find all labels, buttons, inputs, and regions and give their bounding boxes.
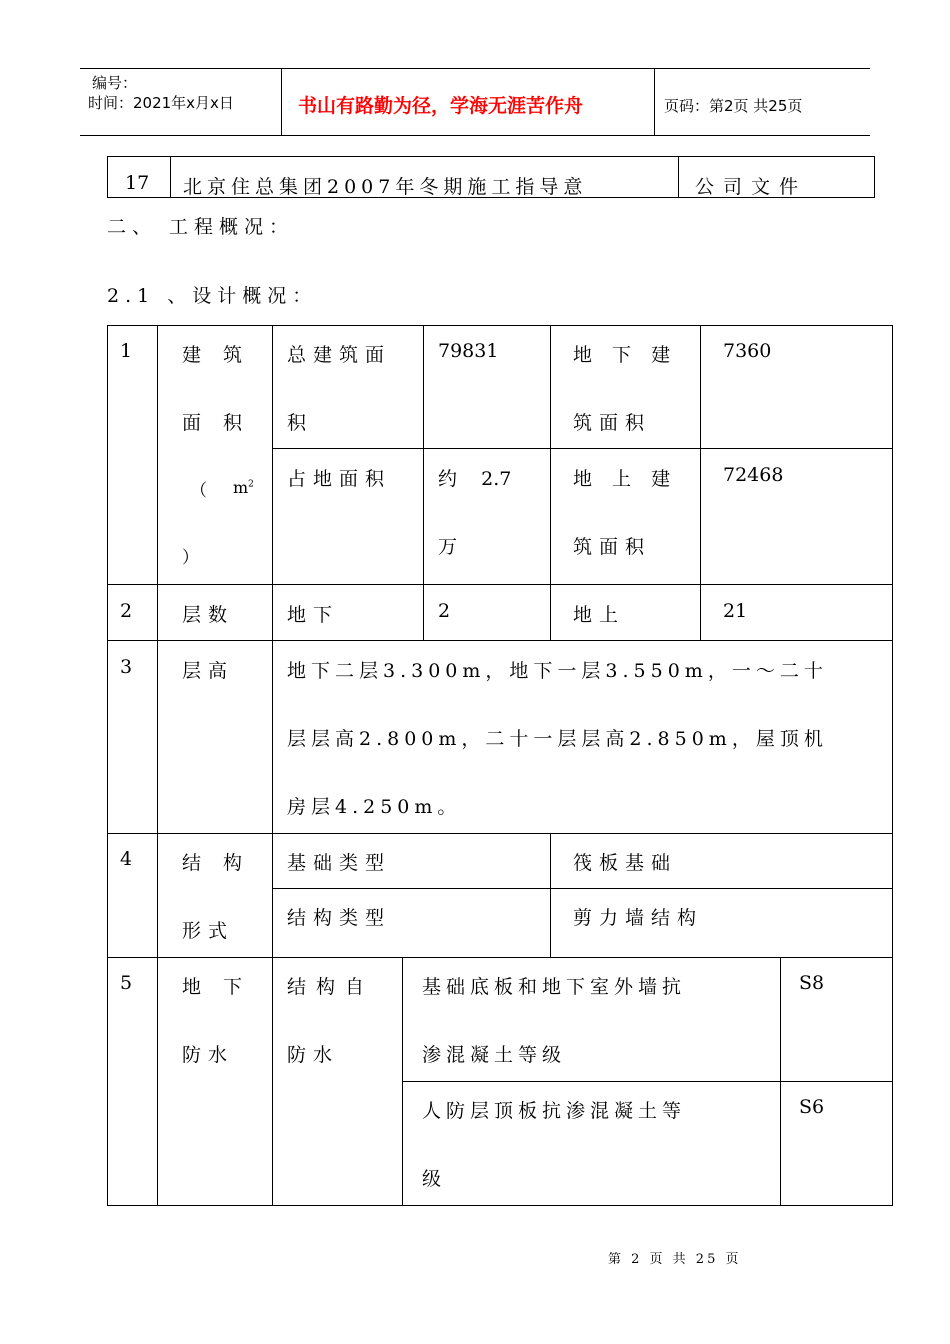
aboveground-floors-label: 地上: [573, 604, 626, 626]
impermeability-grade: S6: [799, 1096, 825, 1118]
reference-title: 北京住总集团2007年冬期施工指导意: [183, 176, 588, 198]
row-label: 地 下: [182, 976, 251, 998]
floor-height-text: 房层4.250m。: [287, 796, 462, 818]
unit-paren-open: （: [190, 481, 207, 501]
total-area-label: 积: [287, 412, 314, 434]
row-label: 面 积: [182, 412, 251, 434]
row-label: 层高: [182, 660, 235, 682]
impermeability-item: 渗混凝土等级: [422, 1044, 567, 1066]
underground-area-label: 筑面积: [573, 412, 652, 434]
row-label: 建 筑: [182, 344, 251, 366]
site-area-label: 占地面积: [287, 468, 392, 490]
structure-type-label: 结构类型: [287, 907, 392, 929]
underground-area-value: 7360: [723, 340, 772, 362]
total-area-value: 79831: [438, 340, 499, 362]
document-date: 时间：2021年x月x日: [88, 94, 234, 112]
waterproof-sub-label: 结构自: [287, 976, 375, 998]
row-number: 4: [120, 848, 133, 870]
header-motto: 书山有路勤为径，学海无涯苦作舟: [298, 95, 584, 117]
row-label: 层数: [182, 604, 235, 626]
header-divider-right: [654, 68, 655, 136]
impermeability-grade: S8: [799, 972, 825, 994]
unit-symbol: $m^2$: [233, 478, 254, 497]
header-top-rule: [80, 68, 870, 69]
underground-floors-label: 地下: [287, 604, 340, 626]
impermeability-item: 级: [422, 1168, 449, 1190]
page-footer: 第 2 页 共 25 页: [608, 1252, 742, 1267]
row-number: 1: [120, 340, 133, 362]
floor-height-text: 层层高2.800m，二十一层层高2.850m，屋顶机: [287, 728, 828, 750]
impermeability-item: 基础底板和地下室外墙抗: [422, 976, 687, 998]
structure-type-value: 剪力墙结构: [573, 907, 704, 929]
aboveground-area-value: 72468: [723, 464, 784, 486]
aboveground-area-label: 筑面积: [573, 536, 652, 558]
row-number: 3: [120, 656, 133, 678]
waterproof-sub-label: 防水: [287, 1044, 340, 1066]
reference-number: 17: [125, 172, 150, 194]
section-heading-design: 2.1 、设计概况：: [107, 285, 318, 307]
row-number: 5: [120, 972, 133, 994]
impermeability-item: 人防层顶板抗渗混凝土等: [422, 1100, 687, 1122]
document-number-label: 编号：: [92, 74, 138, 92]
reference-type: 公司文件: [695, 176, 808, 198]
site-area-value: 万: [438, 536, 458, 558]
row-label: 结 构: [182, 852, 251, 874]
row-label: 形式: [182, 920, 235, 942]
floor-height-text: 地下二层3.300m，地下一层3.550m，一～二十: [287, 660, 828, 682]
underground-floors-value: 2: [438, 600, 451, 622]
aboveground-floors-value: 21: [723, 600, 748, 622]
row-label: 防水: [182, 1044, 235, 1066]
site-area-value: 约 2.7: [438, 468, 512, 490]
header-divider-left: [281, 68, 282, 136]
unit-paren-close: ）: [182, 548, 199, 568]
header-bottom-rule: [80, 135, 870, 136]
foundation-type-value: 筏板基础: [573, 852, 678, 874]
header-page-info: 页码：第2页 共25页: [664, 97, 803, 115]
total-area-label: 总建筑面: [287, 344, 392, 366]
row-number: 2: [120, 600, 133, 622]
foundation-type-label: 基础类型: [287, 852, 392, 874]
aboveground-area-label: 地 上 建: [573, 468, 678, 490]
underground-area-label: 地 下 建: [573, 344, 678, 366]
section-heading-overview: 二、 工程概况：: [107, 216, 295, 238]
